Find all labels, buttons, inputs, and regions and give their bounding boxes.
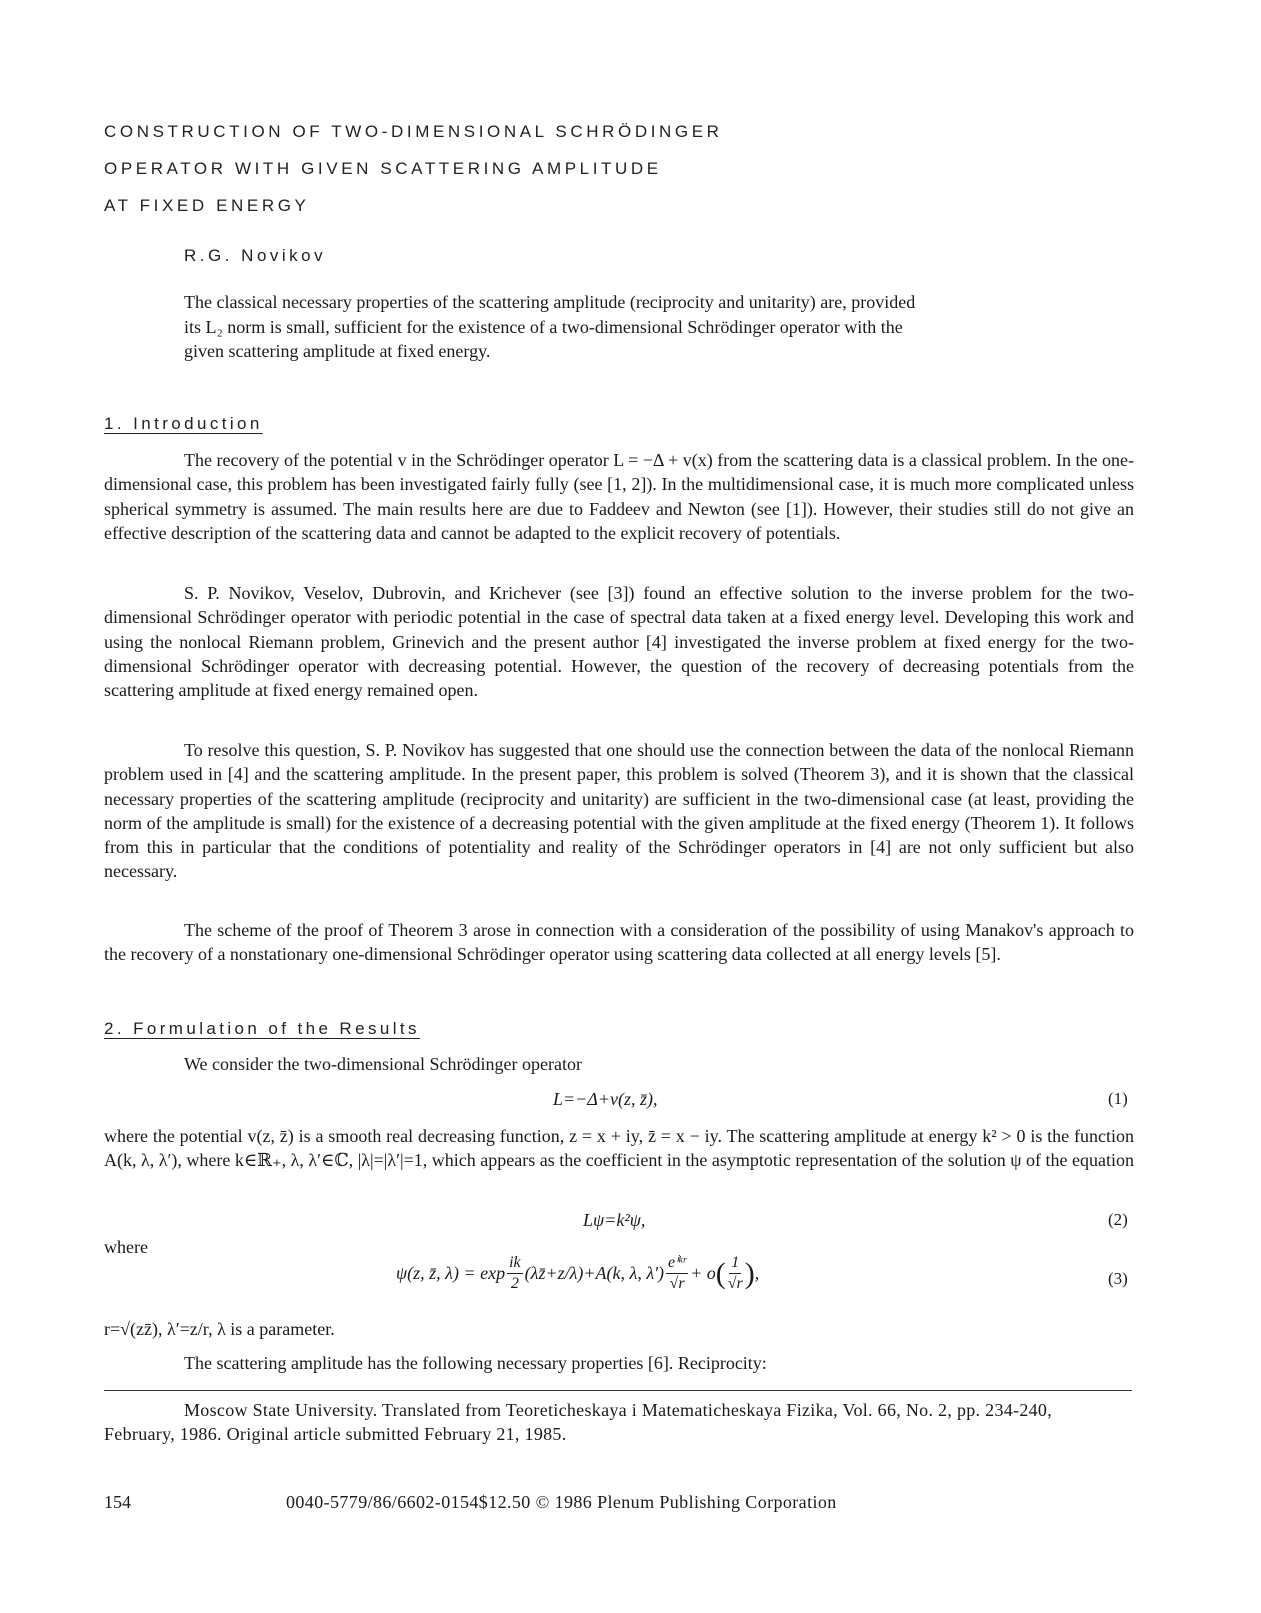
copyright-line: 0040-5779/86/6602-0154$12.50 © 1986 Plenum Publishing Corporation [286,1492,837,1512]
section-heading-formulation: 2. Formulation of the Results [104,1019,420,1038]
equation-3-close-paren: ) [744,1256,755,1290]
formulation-intro: We consider the two-dimensional Schrödinger operator [184,1054,582,1074]
abstract: The classical necessary properties of the scattering amplitude (reciprocity and unitarity) are, provided its L₂ norm is small, sufficient for the existence of a two-dimensional Schrödinger operator with the given scattering amplitude at fixed energy. [184,292,916,361]
section-heading-introduction: 1. Introduction [104,414,263,433]
equation-3-frac2-numerator: eⁱᵏʳ [666,1253,688,1274]
footnote: Moscow State University. Translated from Teoreticheskaya i Matematicheskaya Fizika, Vol. 66, No. 2, pp. 234-240, February, 1986. Original article submitted February 21, 1985. [104,1400,1053,1444]
equation-3-end: , [754,1263,760,1283]
equation-3-middle: (λz̄+z/λ)+A(k, λ, λ′) [524,1263,665,1283]
intro-paragraph-4: The scheme of the proof of Theorem 3 arose in connection with a consideration of the possibility of using Manakov's approach to the recovery of a nonstationary one-dimensional Schrödinger operator using scattering data collected at all energy levels [5]. [104,920,1134,965]
page-number: 154 [104,1492,131,1512]
equation-3-fraction-ik-over-2 [507,1253,523,1294]
equation-1-number: (1) [1108,1089,1128,1108]
equation-3-left: ψ(z, z̄, λ) = exp [396,1263,506,1283]
equation-3-plus-o: + o [690,1263,716,1283]
equation-3-frac3-numerator: 1 [729,1253,741,1274]
parameter-line: r=√(zz̄), λ′=z/r, λ is a parameter. [104,1319,335,1339]
author-name: R.G. Novikov [184,246,327,265]
equation-3-number: (3) [1108,1269,1128,1288]
equation-3-frac1-numerator: ik [507,1253,523,1274]
equation-3 [396,1253,759,1294]
equation-2: Lψ=k²ψ, [583,1210,646,1230]
intro-paragraph-2: S. P. Novikov, Veselov, Dubrovin, and Krichever (see [3]) found an effective solution to the inverse problem for the two-dimensional Schrödinger operator with periodic potential in the case of spectral data taken at a fixed energy level. Developing this work and using the nonlocal Riemann problem, Grinevich and the present author [4] investigated the inverse problem at fixed energy for the two-dimensional Schrödinger operator with decreasing potential. However, the question of the recovery of decreasing potentials from the scattering amplitude at fixed energy remained open. [104,583,1134,701]
equation-3-frac2-denominator: √r [669,1275,685,1292]
paper-title-line-1: CONSTRUCTION OF TWO-DIMENSIONAL SCHRÖDINGER [104,122,723,141]
equation-2-number: (2) [1108,1210,1128,1229]
equation-3-frac3-denominator: √r [727,1275,743,1292]
intro-paragraph-3: To resolve this question, S. P. Novikov has suggested that one should use the connection between the data of the nonlocal Riemann problem used in [4] and the scattering amplitude. In the present paper, this problem is solved (Theorem 3), and it is shown that the classical necessary properties of the scattering amplitude (reciprocity and unitarity) are sufficient in the two-dimensional case (at least, providing the norm of the amplitude is small) for the existence of a decreasing potential with the given amplitude at the fixed energy (Theorem 1). It follows from this in particular that the conditions of potentiality and reality of the Schrödinger operators in [4] are not only sufficient but also necessary. [104,740,1134,882]
footnote-divider [104,1390,1132,1391]
intro-paragraph-1: The recovery of the potential v in the Schrödinger operator L = −Δ + v(x) from the scattering data is a classical problem. In the one-dimensional case, this problem has been investigated fairly fully (see [1, 2]). In the multidimensional case, it is much more complicated unless spherical symmetry is assumed. The main results here are due to Faddeev and Newton (see [1]). However, their studies still do not give an effective description of the scattering data and cannot be adapted to the explicit recovery of potentials. [104,450,1134,543]
equation-3-open-paren: ( [715,1256,726,1290]
equation-3-fraction-1-over-sqrt-r [728,1253,743,1294]
paper-title-line-3: AT FIXED ENERGY [104,196,310,215]
reciprocity-line: The scattering amplitude has the following necessary properties [6]. Reciprocity: [184,1353,767,1373]
equation-3-frac1-denominator: 2 [510,1275,519,1292]
where-label: where [104,1237,148,1257]
equation-1: L=−Δ+v(z, z̄), [553,1089,658,1109]
equation-3-fraction-exp-over-sqrt-r [666,1253,688,1294]
paper-title-line-2: OPERATOR WITH GIVEN SCATTERING AMPLITUDE [104,159,662,178]
formulation-paragraph: where the potential v(z, z̄) is a smooth real decreasing function, z = x + iy, z̄ = x − iy. The scattering amplitude at energy k² > 0 is the function A(k, λ, λ′), where k∈ℝ₊, λ, λ′∈ℂ, |λ|=|λ′|=1, which appears as the coefficient in the asymptotic representation of the solution ψ of the equation [104,1126,1135,1171]
